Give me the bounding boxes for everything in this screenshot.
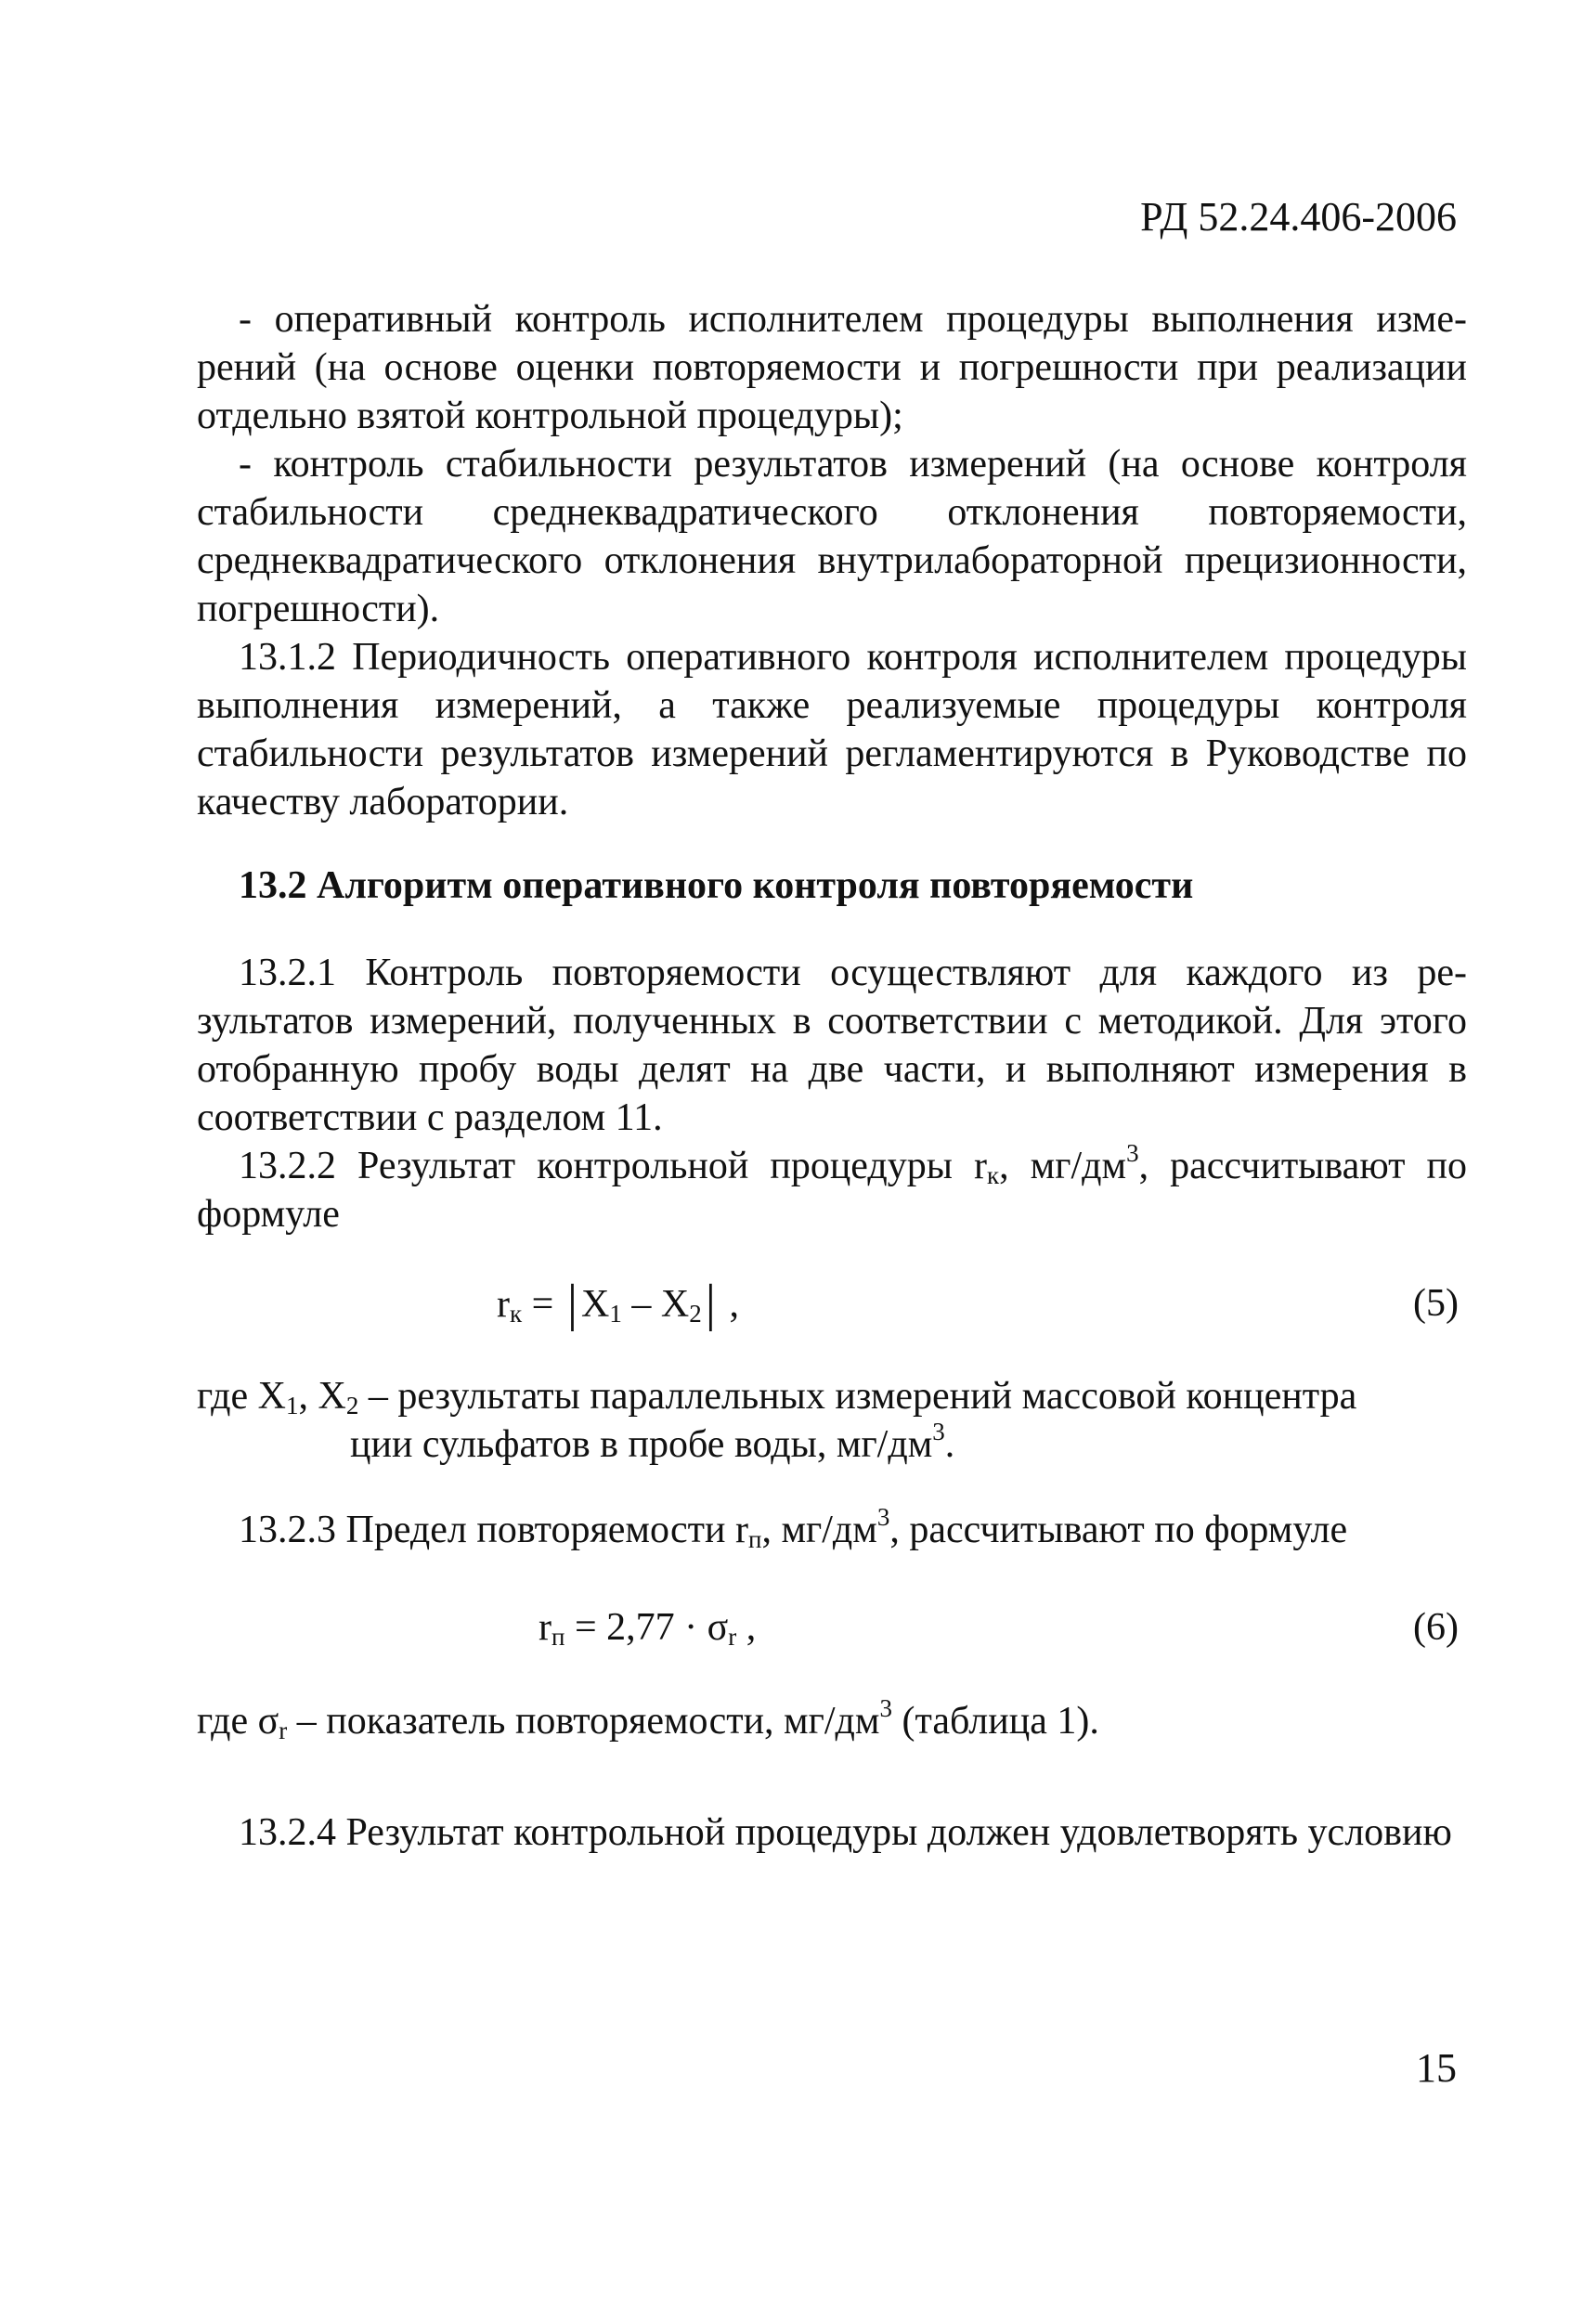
formula-6-legend: где $\sigma_r$ – показатель повторяемости, $мг/дм^3$ (таблица 1). [197,1694,1099,1744]
paragraph-13-2-1: 13.2.1 Контроль повторяемости осуществляют для каждого из результатов измерений, полученных в соответствии с методикой. Для этого отобранную пробу воды делят на две части, и выполняют измерения в соответствии с разделом 11. [197,952,1467,1139]
list-item-stability-control: - контроль стабильности результатов измерений (на основе контроля стабильности среднеквадратического отклонения повторяемости, среднеквадратического отклонения внутрилабораторной прецизионности, погрешности). [197,443,1467,630]
formula-6: $r_п = 2,77 \cdot \sigma_r$ , [538,1606,757,1651]
section-13-2-block [197,949,1467,1238]
document-code: РД 52.24.406-2006 [1140,194,1457,240]
intro-block [197,295,1467,826]
formula-5: $r_к = |X_1 - X_2|$ , [497,1275,739,1332]
abs-bar-left: | [566,1275,578,1332]
paragraph-13-1-2: 13.1.2 Периодичность оперативного контроля исполнителем процедуры выполнения измерений, а также реализуемые процедуры контроля стабильности результатов измерений регламентируются в Руководстве по качеству лаборатории. [197,636,1467,823]
paragraph-13-2-3: 13.2.3 Предел повторяемости $r_п$, $мг/дм^3$, рассчитывают по формуле [239,1503,1348,1553]
formula-5-legend: где $X_1$, $X_2$ – результаты параллельных измерений массовой концентра ции сульфатов в пробе воды, $мг/дм^3$. [197,1375,1357,1466]
paragraph-13-2-4: 13.2.4 Результат контрольной процедуры должен удовлетворять условию [239,1811,1452,1854]
list-item-operational-control: - оперативный контроль исполнителем процедуры выполнения измерений (на основе оценки повторяемости и погрешности при реализации отдельно взятой контрольной процедуры); [197,298,1467,437]
section-13-2-4-block [197,1808,1467,1857]
equation-number-6: (6) [1413,1606,1459,1649]
paragraph-13-2-2: 13.2.2 Результат контрольной процедуры $r_к$, $мг/дм^3$, рассчитывают по формуле [197,1139,1468,1236]
abs-bar-right: | [705,1275,716,1332]
page-number: 15 [1416,2045,1457,2091]
section-heading-13-2: 13.2 Алгоритм оперативного контроля повторяемости [239,864,1194,907]
equation-number-5: (5) [1413,1282,1459,1325]
